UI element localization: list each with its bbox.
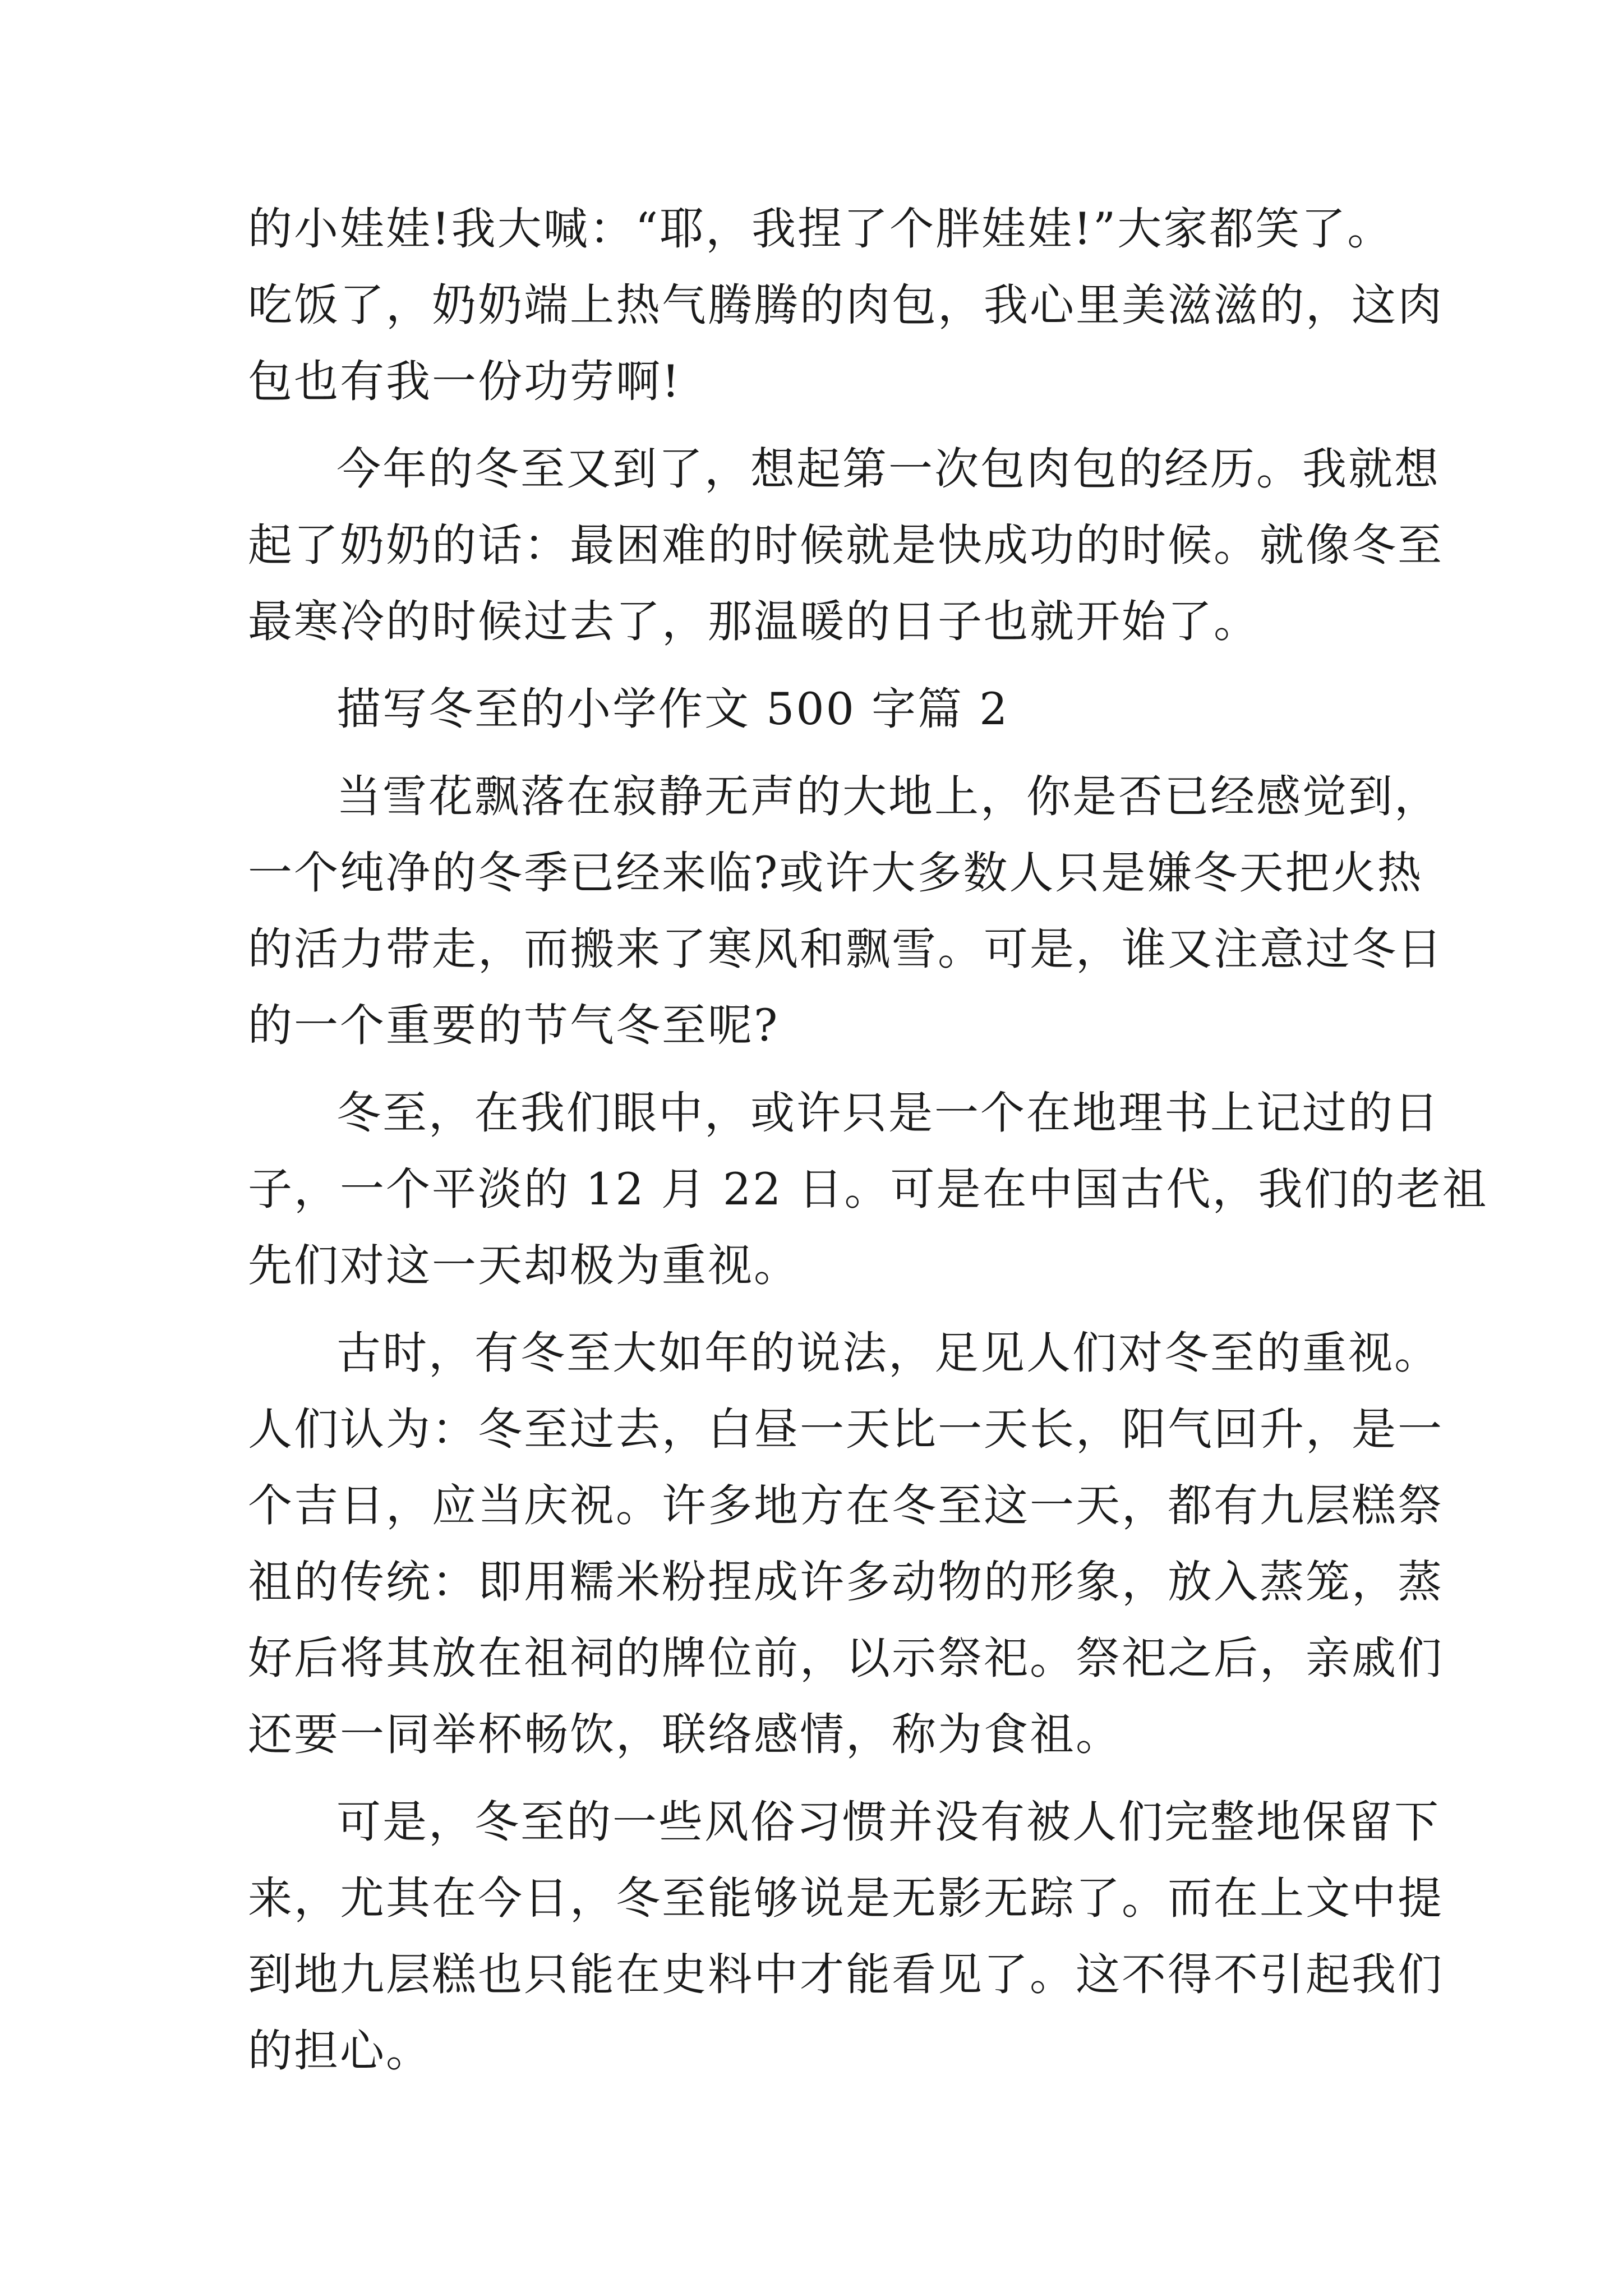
text-line: 最寒冷的时候过去了，那温暖的日子也就开始了。 <box>248 596 1260 647</box>
text-line: 个吉日，应当庆祝。许多地方在冬至这一天，都有九层糕祭 <box>248 1480 1444 1531</box>
text-line: 人们认为：冬至过去，白昼一天比一天长，阳气回升，是一 <box>248 1404 1444 1455</box>
text-line: 的小娃娃!我大喊：“耶，我捏了个胖娃娃!”大家都笑了。 <box>248 203 1394 255</box>
text-line: 起了奶奶的话：最困难的时候就是快成功的时候。就像冬至 <box>248 519 1444 571</box>
document-body <box>248 191 1488 2089</box>
paragraph <box>248 758 1444 1064</box>
paragraph <box>248 1075 1488 1304</box>
section-heading-text: 描写冬至的小学作文 500 字篇 2 <box>336 683 1009 735</box>
text-line: 先们对这一天却极为重视。 <box>248 1240 800 1291</box>
text-line: 好后将其放在祖祠的牌位前，以示祭祀。祭祀之后，亲戚们 <box>248 1632 1444 1684</box>
text-line: 子，一个平淡的 12 月 22 日。可是在中国古代，我们的老祖 <box>248 1163 1488 1215</box>
text-line: 的担心。 <box>248 2025 432 2077</box>
paragraph <box>248 191 1444 420</box>
text-line: 古时，有冬至大如年的说法，足见人们对冬至的重视。 <box>336 1327 1440 1379</box>
text-line: 包也有我一份功劳啊! <box>248 356 681 407</box>
text-line: 吃饭了，奶奶端上热气腾腾的肉包，我心里美滋滋的，这肉 <box>248 279 1444 331</box>
text-line: 可是，冬至的一些风俗习惯并没有被人们完整地保留下 <box>336 1796 1440 1848</box>
text-line: 到地九层糕也只能在史料中才能看见了。这不得不引起我们 <box>248 1949 1444 2000</box>
text-line: 的活力带走，而搬来了寒风和飘雪。可是，谁又注意过冬日 <box>248 923 1444 975</box>
text-line: 今年的冬至又到了，想起第一次包肉包的经历。我就想 <box>336 443 1440 495</box>
text-line: 祖的传统：即用糯米粉捏成许多动物的形象，放入蒸笼，蒸 <box>248 1556 1444 1608</box>
paragraph <box>248 1784 1444 2089</box>
section-heading <box>248 671 1381 747</box>
text-line: 的一个重要的节气冬至呢? <box>248 1000 780 1051</box>
text-line: 当雪花飘落在寂静无声的大地上，你是否已经感觉到， <box>336 771 1440 822</box>
paragraph <box>248 1315 1444 1773</box>
text-line: 冬至，在我们眼中，或许只是一个在地理书上记过的日 <box>336 1087 1440 1139</box>
text-line: 一个纯净的冬季已经来临?或许大多数人只是嫌冬天把火热 <box>248 847 1423 899</box>
text-line: 来，尤其在今日，冬至能够说是无影无踪了。而在上文中提 <box>248 1872 1444 1924</box>
text-line: 还要一同举杯畅饮，联络感情，称为食祖。 <box>248 1709 1122 1760</box>
paragraph <box>248 431 1444 660</box>
